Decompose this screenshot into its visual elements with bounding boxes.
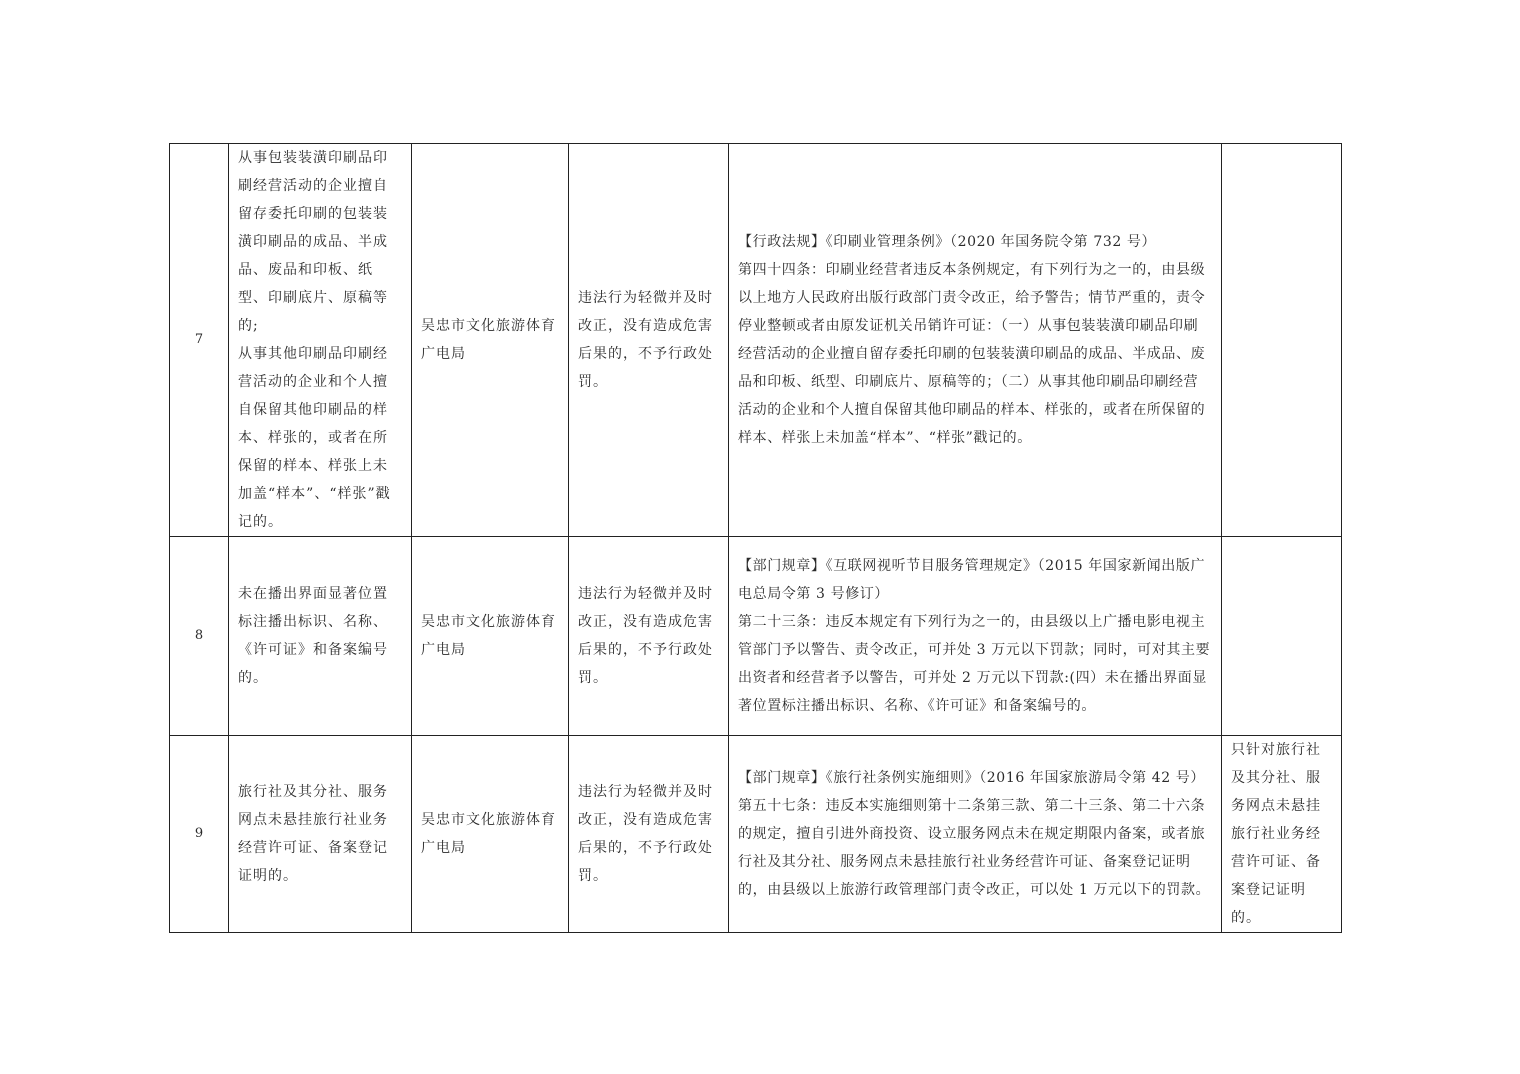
- legal-basis-cell: [729, 736, 1222, 933]
- row-number-cell: [170, 736, 229, 933]
- legal-basis-text: 【行政法规】《印刷业管理条例》（2020 年国务院令第 732 号） 第四十四条：印刷业经营者违反本条例规定，有下列行为之一的，由县级以上地方人民政府出版行政部门责令改正，给予警告；情节严重的，责令停业整顿或者由原发证机关吊销许可证：（一）从事包装装潢印刷品印刷经营活动的企业擅自留存委托印刷的包装装潢印刷品的成品、半成品、废品和印板、纸型、印刷底片、原稿等的；（二）从事其他印刷品印刷经营活动的企业和个人擅自保留其他印刷品的样本、样张的，或者在所保留的样本、样张上未加盖“样本”、“样张”戳记的。: [738, 234, 1206, 446]
- remark-cell: [1222, 144, 1342, 537]
- authority-cell: [412, 144, 569, 537]
- legal-basis-cell: [729, 537, 1222, 736]
- row-number: 7: [194, 332, 204, 347]
- remark-cell: [1222, 736, 1342, 933]
- condition-cell: [569, 537, 729, 736]
- condition-cell: [569, 736, 729, 933]
- legal-basis-text: 【部门规章】《旅行社条例实施细则》（2016 年国家旅游局令第 42 号） 第五十七条：违反本实施细则第十二条第三款、第二十三条、第二十六条的规定，擅自引进外商投资、设立服务网点未在规定期限内备案，或者旅行社及其分社、服务网点未悬挂旅行社业务经营许可证、备案登记证明的，由县级以上旅游行政管理部门责令改正，可以处 1 万元以下的罚款。: [738, 770, 1211, 898]
- condition-cell: [569, 144, 729, 537]
- authority-text: 吴忠市文化旅游体育广电局: [421, 318, 556, 362]
- violation-text: 从事包装装潢印刷品印刷经营活动的企业擅自留存委托印刷的包装装潢印刷品的成品、半成品、废品和印板、纸型、印刷底片、原稿等的; 从事其他印刷品印刷经营活动的企业和个人擅自保留其他印刷品的样本、样张的，或者在所保留的样本、样张上未加盖“样本”、“样张”戳记的。: [238, 150, 391, 530]
- legal-basis-cell: [729, 144, 1222, 537]
- authority-cell: [412, 736, 569, 933]
- violation-text: 未在播出界面显著位置标注播出标识、名称、《许可证》和备案编号的。: [238, 586, 388, 686]
- violation-text: 旅行社及其分社、服务网点未悬挂旅行社业务经营许可证、备案登记证明的。: [238, 784, 388, 884]
- authority-cell: [412, 537, 569, 736]
- violation-cell: [229, 736, 412, 933]
- condition-text: 违法行为轻微并及时改正，没有造成危害后果的，不予行政处罚。: [578, 586, 713, 686]
- violation-cell: [229, 537, 412, 736]
- violation-cell: [229, 144, 412, 537]
- condition-text: 违法行为轻微并及时改正，没有造成危害后果的，不予行政处罚。: [578, 784, 713, 884]
- table-row: [170, 736, 1342, 933]
- legal-basis-text: 【部门规章】《互联网视听节目服务管理规定》（2015 年国家新闻出版广电总局令第 3 号修订） 第二十三条：违反本规定有下列行为之一的，由县级以上广播电影电视主管部门予以警告、责令改正，可并处 3 万元以下罚款；同时，可对其主要出资者和经营者予以警告，可并处 2 万元以下罚款:(四）未在播出界面显著位置标注播出标识、名称、《许可证》和备案编号的。: [738, 558, 1211, 714]
- row-number-cell: [170, 144, 229, 537]
- remark-cell: [1222, 537, 1342, 736]
- table-row: [170, 537, 1342, 736]
- row-number-cell: [170, 537, 229, 736]
- remark-text: 只针对旅行社及其分社、服务网点未悬挂旅行社业务经营许可证、备案登记证明的。: [1231, 742, 1321, 926]
- condition-text: 违法行为轻微并及时改正，没有造成危害后果的，不予行政处罚。: [578, 290, 713, 390]
- table-row: [170, 144, 1342, 537]
- row-number: 9: [194, 826, 204, 841]
- row-number: 8: [194, 628, 204, 643]
- authority-text: 吴忠市文化旅游体育广电局: [421, 614, 556, 658]
- authority-text: 吴忠市文化旅游体育广电局: [421, 812, 556, 856]
- exemption-table: [169, 143, 1342, 933]
